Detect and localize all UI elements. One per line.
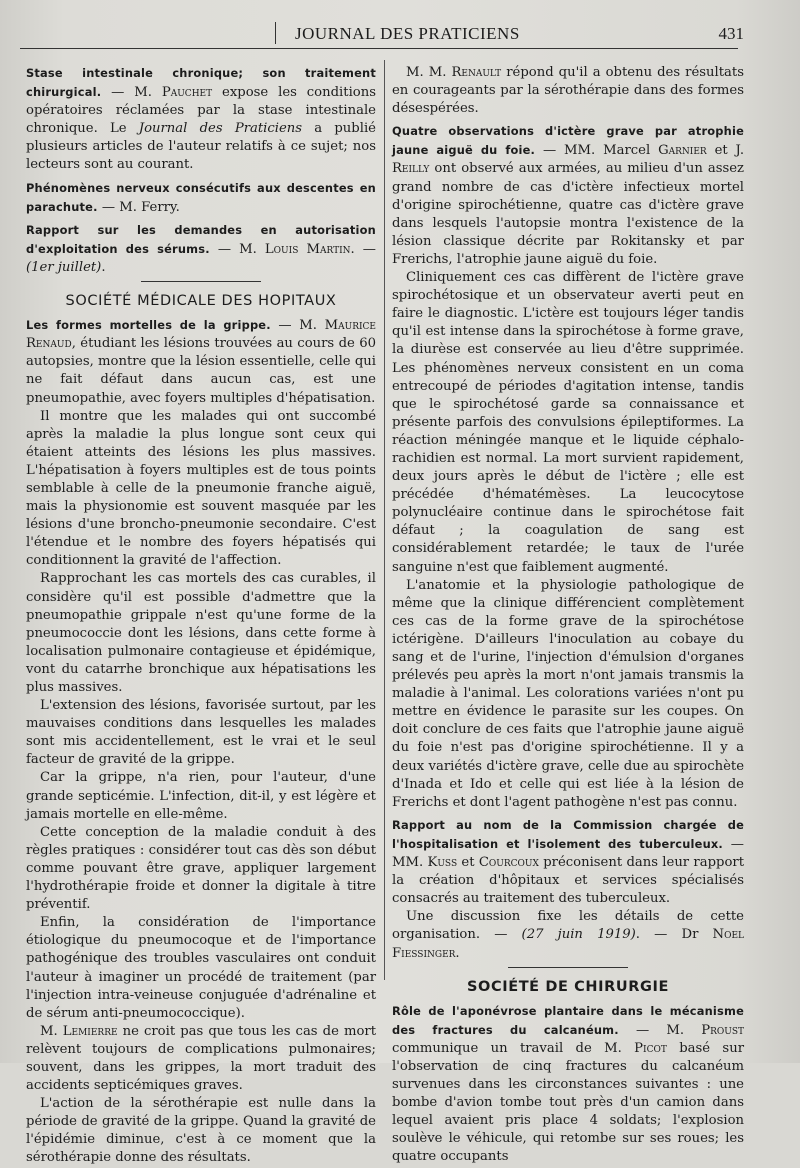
header-rule <box>275 22 276 44</box>
session-date: (27 juin 1919) <box>521 927 636 943</box>
paragraph-stase: Stase intestinale chronique; son traitement chirurgical. — M. Pauchet expose les conditions opératoires réclamées par la stase intestinale chronique. Le Journal des Praticiens a publié plusieurs articles de l'auteur relatifs à ce sujet; nos lecteurs sont au courant. <box>26 66 376 173</box>
author-name: Picot <box>634 1040 667 1056</box>
paragraph-parachute: Phénomènes nerveux consécutifs aux descentes en parachute. — M. Ferry. <box>26 180 376 215</box>
author-name: Renault <box>451 65 502 80</box>
author-name: Louis Martin <box>264 241 351 257</box>
rubric-title: Phénomènes nerveux consécutifs aux descentes en parachute. <box>26 180 376 214</box>
author-name: Courcoux <box>478 855 539 871</box>
paragraph-serums: Rapport sur les demandes en autorisation d'exploitation des sérums. — M. Louis Martin. — (1er juillet). <box>26 222 376 275</box>
session-date: (1er juillet) <box>26 259 102 275</box>
page-number: 431 <box>718 24 744 43</box>
body-paragraph: M. Lemierre ne croit pas que tous les cas de mort relèvent toujours de complications pulmonaires; souvent, dans les grippes, la mort traduit des accidents septicémiques graves. <box>26 1023 376 1094</box>
paragraph-ictere: Quatre observations d'ictère grave par atrophie jaune aiguë du foie. — MM. Marcel Garnier et J. Reilly ont observé aux armées, au milieu d'un assez grand nombre de cas d'ictère infectieux mortel d'origine spirochétienne, quatre cas d'ictère grave dans lesquels l'autopsie montra l'existence de la lésion classique décrite par Rokitansky et par Frerichs, l'atrophie jaune aiguë du foie. <box>392 124 745 267</box>
body-paragraph: Cette conception de la maladie conduit à des règles pratiques : considérer tout cas dès son début comme pouvant être grave, appliquer largement l'hydrothérapie froide et donner la digitale à titre préventif. <box>26 824 376 913</box>
body-paragraph: Cliniquement ces cas diffèrent de l'ictère grave spirochétosique et un observateur averti peut en faire le diagnostic. L'ictère est toujours léger tandis qu'il est intense dans la spirochétose à forme grave, la diurèse est conservée au lieu d'être supprimée. Les phénomènes nerveux consistent en un coma entrecoupé de périodes d'agitation intense, tandis que le spirochétosé garde sa connaissance et présente parfois des convulsions épileptiformes. La réaction méningée manque et le liquide céphalo-rachidien est normal. La mort survient rapidement, deux jours après le début de l'ictère ; elle est précédée d'hématémèses. La leucocytose polynucléaire continue dans le spirochétose fait défaut ; la coagulation de sang est considérablement retardée; le taux de l'urée sanguine n'est que faiblement augmenté. <box>392 270 744 575</box>
section-rule <box>141 281 261 282</box>
journal-reference: Journal des Praticiens <box>138 121 303 137</box>
author-name: Pauchet <box>161 85 213 101</box>
author-name: Noel Fiessinger <box>392 927 744 961</box>
body-paragraph: Il montre que les malades qui ont succombé après la maladie la plus longue sont ceux qui étaient atteints des lésions les plus massives. L'hépatisation à foyers multiples est de tous points semblable à celle de la pneumonie franche aiguë, mais la physionomie est souvent masquée par les lésions d'une broncho-pneumonie secondaire. C'est l'étendue et le nombre des foyers hépatisés qui conditionnent la gravité de l'affection. <box>26 408 376 569</box>
paragraph-calcaneum: Rôle de l'aponévrose plantaire dans le mécanisme des fractures du calcanéum. — M. Proust communique un travail de M. Picot basé sur l'observation de cinq fractures du calcanéum survenues dans les circonstances suivantes : une bombe d'avion tombe tout près d'un camion dans lequel avaient pris place 4 soldats; l'explosion soulève le véhicule, qui retombe sur ses roues; les quatre occupants <box>392 1003 744 1165</box>
rubric-title: Rapport sur les demandes en autorisation d'exploitation des sérums. <box>26 222 376 256</box>
rubric-title: Stase intestinale chronique; son traitement chirurgical. <box>26 66 376 100</box>
author-name: Lemierre <box>62 1023 118 1039</box>
running-header <box>20 22 744 49</box>
rubric-title: Les formes mortelles de la grippe. <box>26 318 271 333</box>
body-paragraph: L'extension des lésions, favorisée surtout, par les mauvaises conditions dans lesquelles les malades sont mis accidentellement, est le vrai et le seul facteur de gravité de la grippe. <box>26 698 376 768</box>
section-rule <box>508 967 628 968</box>
paragraph-tuberculeux: Rapport au nom de la Commission chargée de l'hospitalisation et l'isolement des tuberculeux. — MM. Kuss et Courcoux préconisent dans leur rapport la création d'hôpitaux et services spécialisés consacrés au traitement des tuberculeux. <box>392 817 744 907</box>
rubric-title: Quatre observations d'ictère grave par atrophie jaune aiguë du foie. <box>392 124 744 158</box>
body-paragraph: M. M. Renault répond qu'il a obtenu des résultats en courageants par la sérothérapie dans des formes désespérées. <box>392 65 744 117</box>
journal-title: JOURNAL DES PRATICIENS <box>295 24 520 43</box>
left-column <box>26 64 376 1168</box>
section-heading: SOCIÉTÉ DE CHIRURGIE <box>466 978 670 995</box>
author-name: Garnier <box>658 143 707 159</box>
column-divider <box>384 60 385 980</box>
rubric-title: Rapport au nom de la Commission chargée de l'hospitalisation et l'isolement des tuberculeux. <box>392 817 744 851</box>
body-paragraph: L'anatomie et la physiologie pathologique de même que la clinique différencient complètement ces cas de la forme grave de la spirochétose ictérigène. D'ailleurs l'inoculation au cobaye du sang et de l'urine, l'injection d'émulsion d'organes prélevés peu après la mort n'ont jamais transmis la maladie à l'animal. Les colorations variées n'ont pu mettre en évidence le parasite sur les coupes. On doit conclure de ces faits que l'atrophie jaune aiguë du foie n'est pas d'origine spirochétienne. Il y a deux variétés d'ictère grave, celle due au spirochète d'Inada et Ido et celle qui est liée à la lésion de Frerichs et dont l'agent pathogène n'est pas connu. <box>392 577 744 810</box>
author-name: Maurice Renaud <box>26 318 376 352</box>
paragraph-grippe: Les formes mortelles de la grippe. — M. Maurice Renaud, étudiant les lésions trouvées au cours de 60 autopsies, montre que la lésion essentielle, celle qui ne fait défaut dans aucun cas, est une pneumopathie, avec foyers multiples d'hépatisation. <box>26 318 376 406</box>
body-paragraph: Rapprochant les cas mortels des cas curables, il considère qu'il est possible d'admettre que la pneumopathie grippale n'est qu'une forme de la pneumococcie dont les lésions, dans cette forme à localisation pulmonaire contagieuse et épidémique, vont du catarrhe bronchique aux hépatisations les plus massives. <box>26 571 376 695</box>
author-name: Proust <box>701 1022 744 1038</box>
right-column <box>392 64 744 1167</box>
body-paragraph: L'action de la sérothérapie est nulle dans la période de gravité de la grippe. Quand la gravité de l'épidémie diminue, c'est à ce moment que la sérothérapie donne des résultats. <box>26 1096 376 1166</box>
body-paragraph: Enfin, la considération de l'importance étiologique du pneumocoque et de l'importance pathogénique des troubles vasculaires ont conduit l'auteur à imaginer un procédé de traitement (par l'injection intra-veineuse conjuguée d'adrénaline et de sérum anti-pneumococcique). <box>26 915 376 1021</box>
author-name: Kuss <box>427 855 458 871</box>
body-paragraph: Une discussion fixe les détails de cette organisation. — (27 juin 1919). — Dr Noel Fiessinger. <box>392 909 744 961</box>
body-paragraph: Car la grippe, n'a rien, pour l'auteur, d'une grande septicémie. L'infection, dit-il, y est légère et jamais mortelle en elle-même. <box>26 770 376 822</box>
rubric-title: Rôle de l'aponévrose plantaire dans le mécanisme des fractures du calcanéum. <box>392 1003 744 1037</box>
section-heading: SOCIÉTÉ MÉDICALE DES HOPITAUX <box>65 293 337 310</box>
author-name: Reilly <box>392 161 430 177</box>
